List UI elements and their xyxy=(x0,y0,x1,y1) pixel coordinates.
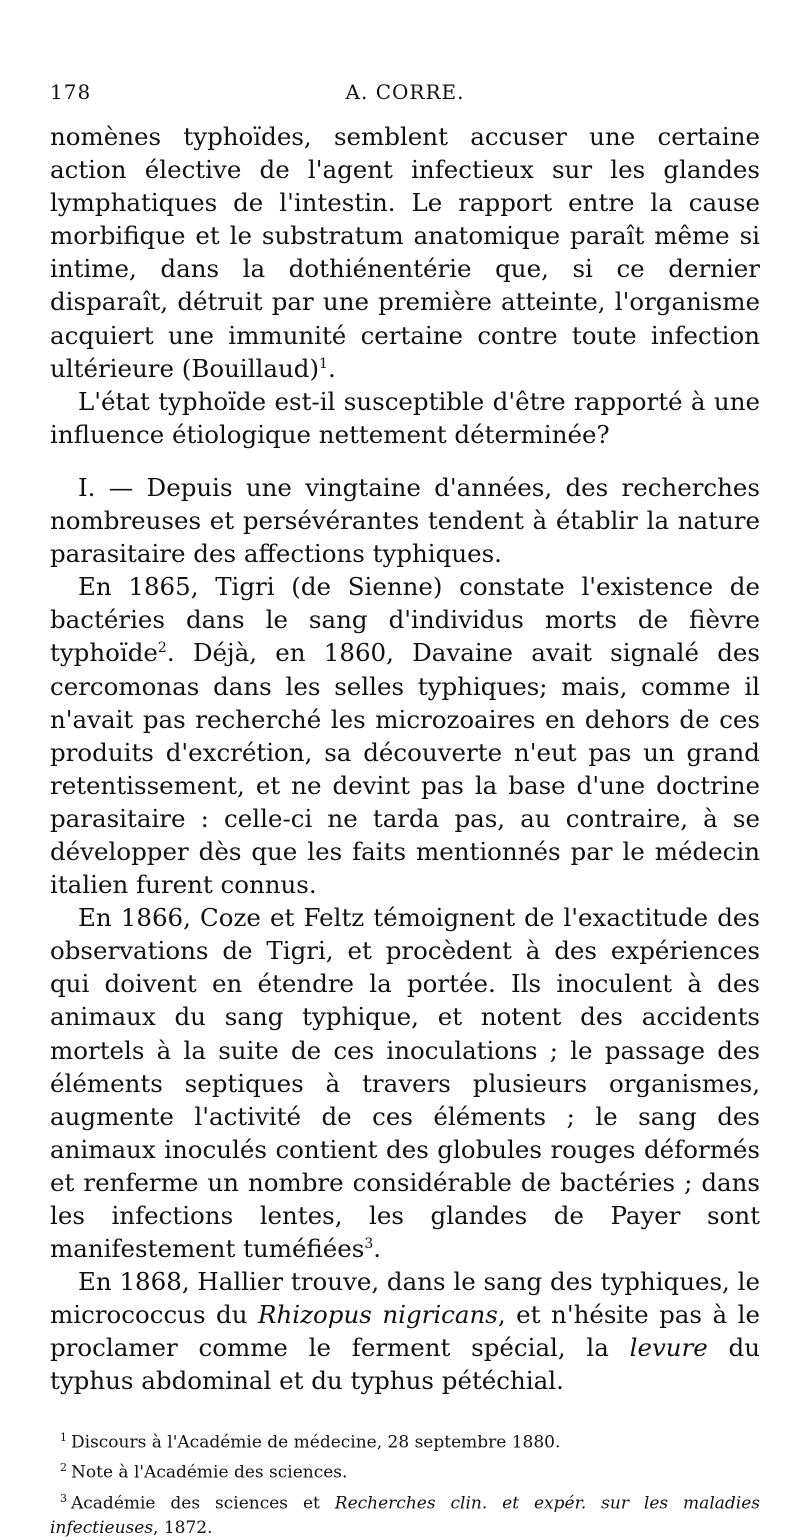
footnote-reference: 2 xyxy=(157,640,167,657)
italic-text: Rhizopus nigricans xyxy=(258,1300,498,1330)
body-text xyxy=(50,120,760,1398)
footnote-number: 3 xyxy=(60,1491,67,1505)
paragraph xyxy=(50,901,760,1265)
paragraph xyxy=(50,120,760,385)
text-run: L'état typhoïde est-il susceptible d'être rapporté à une influence étiologique nettement déterminée? xyxy=(50,386,760,449)
paragraph xyxy=(50,570,760,901)
text-run: , 1872. xyxy=(153,1517,213,1538)
text-run: . xyxy=(373,1234,382,1264)
text-run: du typhus abdominal et du typhus pétéchial. xyxy=(50,1333,760,1396)
footnote xyxy=(50,1426,760,1455)
text-run: . Déjà, en 1860, Davaine avait signalé des cercomonas dans les selles typhiques; mais, comme il n'avait pas recherché les microzoaires en dehors de ces produits d'excrétion, sa découverte n'eut pas un grand retentissement, et ne devint pas la base d'une doctrine parasitaire : celle-ci ne tarda pas, au contraire, à se développer dès que les faits mentionnés par le médecin italien furent connus. xyxy=(50,638,760,900)
footnote-number: 2 xyxy=(60,1461,67,1475)
footnote-number: 1 xyxy=(60,1430,67,1444)
footnote-reference: 1 xyxy=(319,355,328,372)
text-run: Note à l'Académie des sciences. xyxy=(71,1462,348,1483)
footnote xyxy=(50,1487,760,1540)
paragraph xyxy=(50,385,760,451)
footnotes xyxy=(50,1426,760,1540)
text-run: I. — Depuis une vingtaine d'années, des recherches nombreuses et persévérantes tendent à établir la nature parasitaire des affections typhiques. xyxy=(50,472,760,569)
page-number: 178 xyxy=(50,80,92,104)
page-header xyxy=(50,80,760,120)
text-run: , et n'hésite pas à le proclamer comme le ferment spécial, la xyxy=(50,1300,760,1363)
paragraph xyxy=(50,1265,760,1397)
running-head: A. CORRE. xyxy=(345,80,465,104)
footnote-reference: 3 xyxy=(364,1235,374,1252)
text-run: Académie des sciences et xyxy=(71,1493,335,1514)
text-run: En 1868, Hallier trouve, dans le sang des typhiques, le micrococcus du xyxy=(50,1267,760,1330)
text-run: En 1866, Coze et Feltz témoignent de l'exactitude des observations de Tigri, et procèdent à des expériences qui doivent en étendre la portée. Ils inoculent à des animaux du sang typhique, et notent des accidents mortels à la suite de ces inoculations ; le passage des éléments septiques à travers plusieurs organismes, augmente l'activité de ces éléments ; le sang des animaux inoculés contient des globules rouges déformés et renferme un nombre considérable de bactéries ; dans les infections lentes, les glandes de Payer sont manifestement tuméfiées xyxy=(50,903,760,1264)
text-run: En 1865, Tigri (de Sienne) constate l'existence de bactéries dans le sang d'individus morts de fièvre typhoïde xyxy=(50,572,760,668)
text-run: nomènes typhoïdes, semblent accuser une certaine action élective de l'agent infectieux sur les glandes lymphatiques de l'intestin. Le rapport entre la cause morbifique et le substratum anatomique paraît même si intime, dans la dothiénentérie que, si ce dernier disparaît, détruit par une première atteinte, l'organisme acquiert une immunité certaine contre toute infection ultérieure (Bouillaud) xyxy=(50,122,760,383)
italic-text: levure xyxy=(629,1333,708,1363)
italic-text: Recherches clin. et expér. sur les maladies infectieuses xyxy=(50,1493,760,1538)
text-run: . xyxy=(327,353,336,383)
footnote xyxy=(50,1456,760,1485)
text-run: Discours à l'Académie de médecine, 28 septembre 1880. xyxy=(71,1432,561,1453)
section-paragraph xyxy=(50,471,760,570)
